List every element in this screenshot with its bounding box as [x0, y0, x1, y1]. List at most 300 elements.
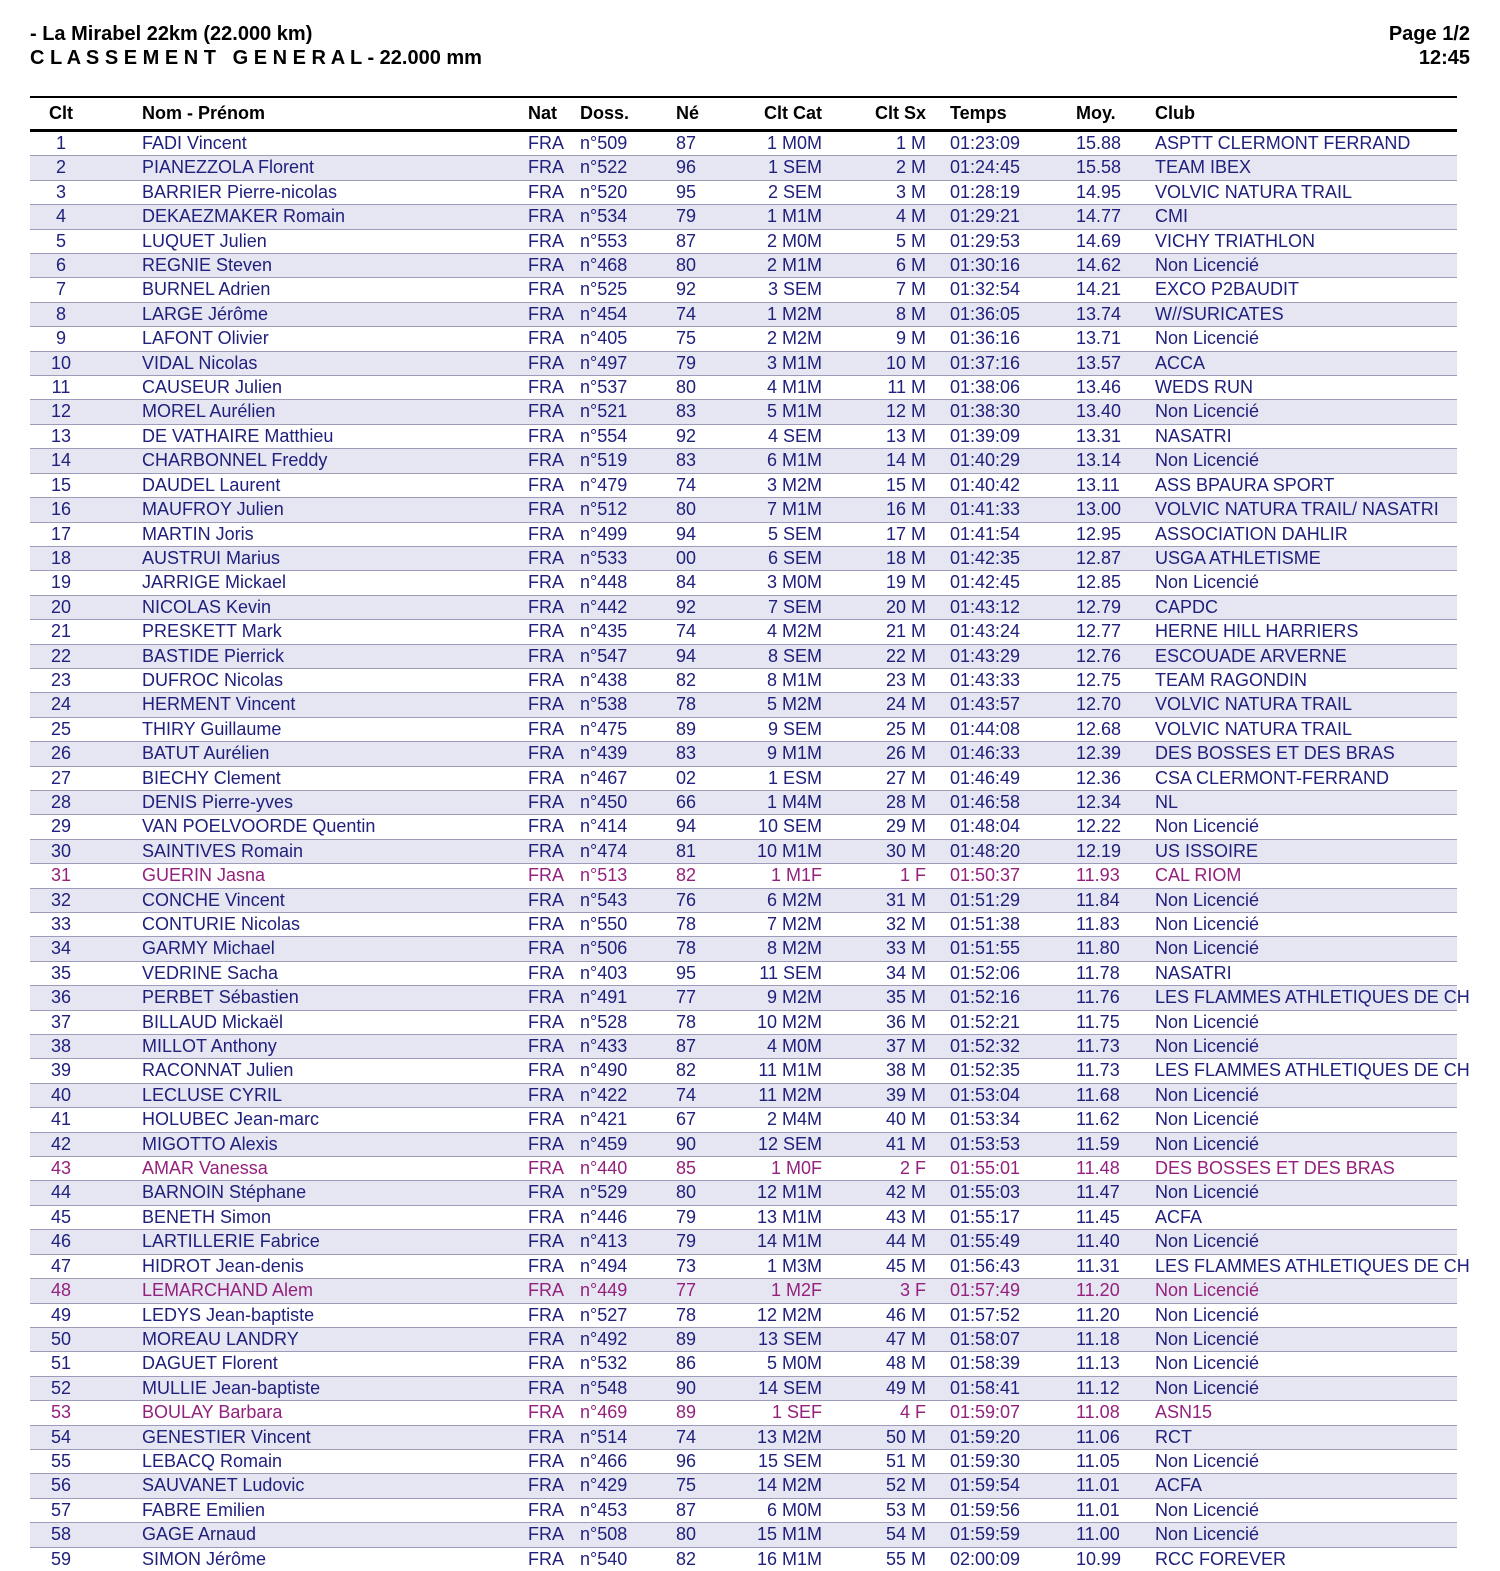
- cell-bib: n°543: [580, 889, 628, 910]
- cell-sex-rank: 37 M: [885, 1036, 926, 1057]
- table-row: [30, 254, 1457, 278]
- table-row: [30, 717, 1457, 741]
- cell-club: Non Licencié: [1155, 1499, 1260, 1520]
- cell-name: SIMON Jérôme: [142, 1548, 267, 1569]
- cell-speed: 13.57: [1076, 352, 1122, 373]
- cell-club: ESCOUADE ARVERNE: [1155, 645, 1347, 666]
- cell-rank: 18: [50, 547, 72, 568]
- cell-name: MIGOTTO Alexis: [142, 1133, 278, 1154]
- cell-club: Non Licencié: [1155, 1133, 1260, 1154]
- cell-category-rank: 6 M1M: [766, 450, 822, 471]
- cell-rank: 9: [55, 328, 66, 349]
- cell-speed: 11.84: [1076, 889, 1120, 910]
- cell-birth-year: 78: [676, 1011, 697, 1032]
- cell-bib: n°490: [580, 1060, 628, 1081]
- cell-rank: 15: [50, 474, 72, 495]
- cell-category-rank: 4 M2M: [766, 621, 822, 642]
- cell-speed: 11.47: [1076, 1182, 1120, 1203]
- cell-nationality: FRA: [528, 303, 564, 324]
- cell-club: Non Licencié: [1155, 914, 1260, 934]
- cell-rank: 24: [50, 694, 72, 715]
- cell-name: MAUFROY Julien: [142, 499, 284, 520]
- cell-club: Non Licencié: [1155, 1036, 1260, 1057]
- cell-time: 01:46:33: [950, 743, 1021, 764]
- cell-speed: 12.79: [1076, 596, 1122, 617]
- cell-nationality: FRA: [528, 767, 564, 788]
- cell-nationality: FRA: [528, 865, 564, 886]
- col-header-rank: Clt: [49, 103, 73, 123]
- cell-birth-year: 83: [676, 450, 697, 471]
- cell-speed: 11.75: [1076, 1011, 1120, 1032]
- cell-bib: n°547: [580, 645, 628, 666]
- cell-nationality: FRA: [528, 206, 564, 227]
- cell-speed: 11.12: [1076, 1377, 1120, 1398]
- table-row: [30, 1108, 1457, 1132]
- cell-name: PRESKETT Mark: [142, 621, 282, 642]
- cell-time: 01:43:12: [950, 596, 1021, 617]
- cell-rank: 50: [50, 1328, 72, 1349]
- table-row: [30, 1327, 1457, 1351]
- cell-name: HERMENT Vincent: [142, 694, 296, 715]
- cell-rank: 10: [50, 352, 72, 373]
- cell-time: 01:43:57: [950, 694, 1021, 715]
- cell-name: REGNIE Steven: [142, 255, 273, 276]
- table-row: [30, 1474, 1457, 1498]
- cell-name: HOLUBEC Jean-marc: [142, 1109, 320, 1130]
- cell-time: 01:37:16: [950, 352, 1021, 373]
- table-row: [30, 1401, 1457, 1425]
- cell-name: DAGUET Florent: [142, 1353, 278, 1374]
- cell-nationality: FRA: [528, 987, 564, 1008]
- cell-category-rank: 1 M2M: [766, 303, 822, 324]
- cell-rank: 40: [50, 1084, 72, 1105]
- cell-nationality: FRA: [528, 938, 564, 959]
- cell-birth-year: 80: [676, 377, 697, 398]
- cell-name: BOULAY Barbara: [142, 1402, 283, 1423]
- cell-speed: 11.73: [1076, 1036, 1120, 1057]
- cell-sex-rank: 13 M: [885, 425, 926, 446]
- cell-name: FABRE Emilien: [142, 1499, 266, 1520]
- cell-sex-rank: 18 M: [885, 547, 926, 568]
- cell-rank: 17: [50, 523, 72, 544]
- cell-birth-year: 74: [676, 621, 697, 642]
- cell-club: LES FLAMMES ATHLETIQUES DE CH: [1155, 1255, 1470, 1276]
- cell-nationality: FRA: [528, 1109, 564, 1130]
- table-row: [30, 278, 1457, 302]
- cell-rank: 52: [50, 1377, 72, 1398]
- cell-speed: 11.01: [1076, 1499, 1120, 1520]
- cell-category-rank: 13 SEM: [757, 1328, 822, 1349]
- cell-club: Non Licencié: [1155, 1084, 1260, 1105]
- cell-bib: n°512: [580, 499, 628, 520]
- cell-speed: 12.87: [1076, 547, 1122, 568]
- cell-nationality: FRA: [528, 133, 564, 153]
- cell-bib: n°554: [580, 425, 628, 446]
- cell-nationality: FRA: [528, 1011, 564, 1032]
- cell-bib: n°527: [580, 1304, 628, 1325]
- cell-sex-rank: 20 M: [885, 596, 926, 617]
- cell-club: RCC FOREVER: [1155, 1548, 1287, 1569]
- page-info-block: [1389, 22, 1470, 70]
- cell-sex-rank: 38 M: [885, 1060, 926, 1081]
- table-row: [30, 1059, 1457, 1083]
- cell-sex-rank: 6 M: [895, 255, 926, 276]
- table-row: [30, 376, 1457, 400]
- cell-birth-year: 83: [676, 743, 697, 764]
- cell-category-rank: 14 SEM: [757, 1377, 822, 1398]
- cell-rank: 59: [50, 1548, 72, 1569]
- cell-rank: 22: [50, 645, 72, 666]
- cell-name: AUSTRUI Marius: [142, 547, 281, 568]
- cell-birth-year: 74: [676, 474, 697, 495]
- table-row: [30, 180, 1457, 204]
- cell-sex-rank: 26 M: [885, 743, 926, 764]
- cell-rank: 34: [50, 938, 72, 959]
- cell-sex-rank: 4 M: [895, 206, 926, 227]
- cell-speed: 12.85: [1076, 572, 1122, 593]
- cell-rank: 51: [50, 1353, 72, 1374]
- cell-category-rank: 5 M2M: [766, 694, 822, 715]
- cell-club: ASSOCIATION DAHLIR: [1155, 523, 1348, 544]
- cell-club: Non Licencié: [1155, 401, 1260, 422]
- cell-time: 01:43:24: [950, 621, 1021, 642]
- cell-rank: 35: [50, 962, 72, 983]
- cell-sex-rank: 19 M: [885, 572, 926, 593]
- cell-category-rank: 14 M2M: [756, 1475, 822, 1496]
- cell-club: Non Licencié: [1155, 1182, 1260, 1203]
- cell-bib: n°466: [580, 1450, 628, 1471]
- cell-time: 01:57:49: [950, 1280, 1021, 1301]
- cell-birth-year: 80: [676, 1524, 697, 1545]
- cell-speed: 11.62: [1076, 1109, 1120, 1130]
- cell-sex-rank: 53 M: [885, 1499, 926, 1520]
- cell-time: 01:56:43: [950, 1255, 1021, 1276]
- cell-birth-year: 78: [676, 938, 697, 959]
- cell-time: 01:41:33: [950, 499, 1021, 520]
- cell-birth-year: 78: [676, 1304, 697, 1325]
- cell-sex-rank: 21 M: [885, 621, 926, 642]
- cell-nationality: FRA: [528, 572, 564, 593]
- cell-speed: 13.74: [1076, 303, 1122, 324]
- cell-name: LARGE Jérôme: [142, 303, 269, 324]
- cell-category-rank: 2 M1M: [766, 255, 822, 276]
- cell-category-rank: 7 M2M: [766, 914, 822, 934]
- cell-category-rank: 12 M2M: [756, 1304, 822, 1325]
- table-row: [30, 1157, 1457, 1181]
- table-row: [30, 864, 1457, 888]
- cell-nationality: FRA: [528, 230, 564, 251]
- cell-birth-year: 80: [676, 499, 697, 520]
- cell-category-rank: 2 M0M: [766, 230, 822, 251]
- cell-time: 01:24:45: [950, 157, 1021, 178]
- cell-category-rank: 7 M1M: [766, 499, 822, 520]
- cell-name: VAN POELVOORDE Quentin: [142, 816, 376, 837]
- cell-club: EXCO P2BAUDIT: [1155, 279, 1300, 300]
- cell-name: LEDYS Jean-baptiste: [142, 1304, 315, 1325]
- cell-sex-rank: 4 F: [899, 1402, 926, 1423]
- cell-sex-rank: 33 M: [885, 938, 926, 959]
- cell-bib: n°506: [580, 938, 628, 959]
- cell-name: BURNEL Adrien: [142, 279, 271, 300]
- cell-sex-rank: 3 M: [895, 181, 926, 202]
- cell-name: PIANEZZOLA Florent: [142, 157, 315, 178]
- cell-rank: 20: [50, 596, 72, 617]
- cell-bib: n°513: [580, 865, 628, 886]
- cell-time: 01:51:38: [950, 914, 1021, 934]
- cell-sex-rank: 9 M: [895, 328, 926, 349]
- cell-rank: 11: [51, 377, 71, 398]
- cell-birth-year: 78: [676, 694, 697, 715]
- cell-bib: n°534: [580, 206, 628, 227]
- cell-time: 01:40:29: [950, 450, 1021, 471]
- cell-bib: n°442: [580, 596, 628, 617]
- cell-category-rank: 2 SEM: [767, 181, 822, 202]
- cell-bib: n°429: [580, 1475, 628, 1496]
- cell-speed: 11.48: [1076, 1158, 1120, 1179]
- cell-name: GAGE Arnaud: [142, 1524, 257, 1545]
- cell-bib: n°413: [580, 1231, 628, 1252]
- cell-speed: 11.31: [1076, 1255, 1120, 1276]
- table-row: [30, 1376, 1457, 1400]
- cell-nationality: FRA: [528, 499, 564, 520]
- cell-rank: 42: [50, 1133, 72, 1154]
- cell-category-rank: 1 M0F: [770, 1158, 822, 1179]
- cell-speed: 12.19: [1076, 840, 1122, 861]
- cell-birth-year: 79: [676, 1206, 697, 1227]
- cell-time: 01:55:01: [950, 1158, 1021, 1179]
- table-row: [30, 1254, 1457, 1278]
- cell-speed: 12.68: [1076, 718, 1122, 739]
- cell-rank: 46: [50, 1231, 72, 1252]
- cell-club: VOLVIC NATURA TRAIL: [1155, 694, 1353, 715]
- cell-birth-year: 85: [676, 1158, 697, 1179]
- cell-time: 01:58:39: [950, 1353, 1021, 1374]
- cell-rank: 5: [55, 230, 66, 251]
- table-row: [30, 546, 1457, 570]
- cell-nationality: FRA: [528, 1255, 564, 1276]
- cell-speed: 11.45: [1076, 1206, 1120, 1227]
- cell-bib: n°448: [580, 572, 628, 593]
- cell-club: DES BOSSES ET DES BRAS: [1155, 743, 1395, 764]
- cell-category-rank: 16 M1M: [756, 1548, 822, 1569]
- cell-sex-rank: 44 M: [885, 1231, 926, 1252]
- cell-bib: n°521: [580, 401, 628, 422]
- table-row: [30, 644, 1457, 668]
- cell-speed: 12.77: [1076, 621, 1122, 642]
- cell-speed: 11.59: [1076, 1133, 1120, 1154]
- title-block: [30, 22, 482, 70]
- cell-club: TEAM IBEX: [1155, 157, 1252, 178]
- cell-nationality: FRA: [528, 474, 564, 495]
- cell-time: 01:30:16: [950, 255, 1021, 276]
- cell-speed: 11.80: [1076, 938, 1120, 959]
- cell-sex-rank: 49 M: [885, 1377, 926, 1398]
- cell-birth-year: 81: [676, 840, 697, 861]
- cell-sex-rank: 46 M: [885, 1304, 926, 1325]
- cell-sex-rank: 27 M: [885, 767, 926, 788]
- cell-club: TEAM RAGONDIN: [1155, 669, 1308, 690]
- cell-speed: 11.78: [1076, 962, 1120, 983]
- cell-sex-rank: 51 M: [885, 1450, 926, 1471]
- cell-sex-rank: 2 M: [895, 157, 926, 178]
- col-header-sex-rank: Clt Sx: [874, 103, 926, 123]
- cell-name: JARRIGE Mickael: [142, 572, 287, 593]
- cell-birth-year: 77: [676, 1280, 697, 1301]
- cell-sex-rank: 1 M: [895, 133, 926, 153]
- cell-birth-year: 80: [676, 255, 697, 276]
- cell-category-rank: 4 SEM: [767, 425, 822, 446]
- cell-category-rank: 3 M2M: [766, 474, 822, 495]
- cell-birth-year: 92: [676, 596, 697, 617]
- cell-bib: n°509: [580, 133, 628, 153]
- cell-sex-rank: 2 F: [899, 1158, 926, 1179]
- cell-speed: 12.22: [1076, 816, 1122, 837]
- cell-birth-year: 94: [676, 645, 697, 666]
- cell-sex-rank: 10 M: [885, 352, 926, 373]
- cell-category-rank: 9 M2M: [766, 987, 822, 1008]
- cell-category-rank: 1 SEM: [767, 157, 822, 178]
- cell-bib: n°492: [580, 1328, 628, 1349]
- cell-club: HERNE HILL HARRIERS: [1155, 621, 1359, 642]
- cell-time: 01:55:49: [950, 1231, 1021, 1252]
- cell-name: BARRIER Pierre-nicolas: [142, 181, 338, 202]
- cell-time: 01:59:20: [950, 1426, 1021, 1447]
- cell-club: US ISSOIRE: [1155, 840, 1259, 861]
- cell-category-rank: 1 SEF: [771, 1402, 822, 1423]
- cell-bib: n°533: [580, 547, 628, 568]
- cell-category-rank: 6 SEM: [767, 547, 822, 568]
- cell-rank: 30: [50, 840, 72, 861]
- cell-bib: n°520: [580, 181, 628, 202]
- cell-speed: 11.20: [1076, 1280, 1120, 1301]
- cell-sex-rank: 11 M: [887, 377, 926, 398]
- cell-birth-year: 96: [676, 1450, 697, 1471]
- cell-time: 01:43:29: [950, 645, 1021, 666]
- cell-speed: 12.39: [1076, 743, 1122, 764]
- cell-time: 01:58:07: [950, 1328, 1021, 1349]
- cell-birth-year: 87: [676, 1036, 697, 1057]
- cell-name: BENETH Simon: [142, 1206, 272, 1227]
- cell-club: Non Licencié: [1155, 1231, 1260, 1252]
- cell-nationality: FRA: [528, 352, 564, 373]
- cell-speed: 13.40: [1076, 401, 1122, 422]
- cell-speed: 14.69: [1076, 230, 1122, 251]
- cell-time: 01:59:56: [950, 1499, 1021, 1520]
- cell-name: MULLIE Jean-baptiste: [142, 1377, 321, 1398]
- cell-time: 01:51:29: [950, 889, 1021, 910]
- cell-bib: n°497: [580, 352, 628, 373]
- cell-name: THIRY Guillaume: [142, 718, 282, 739]
- cell-speed: 11.00: [1076, 1524, 1120, 1545]
- cell-birth-year: 79: [676, 1231, 697, 1252]
- table-row: [30, 498, 1457, 522]
- cell-club: NL: [1155, 791, 1179, 812]
- table-header-row: [30, 97, 1457, 131]
- cell-birth-year: 82: [676, 865, 697, 886]
- cell-club: Non Licencié: [1155, 1109, 1260, 1130]
- table-row: [30, 595, 1457, 619]
- cell-speed: 13.46: [1076, 377, 1122, 398]
- cell-club: Non Licencié: [1155, 938, 1260, 959]
- cell-time: 01:38:30: [950, 401, 1021, 422]
- cell-sex-rank: 17 M: [885, 523, 926, 544]
- cell-time: 02:00:09: [950, 1548, 1021, 1569]
- table-row: [30, 766, 1457, 790]
- cell-time: 01:52:35: [950, 1060, 1021, 1081]
- cell-nationality: FRA: [528, 279, 564, 300]
- table-row: [30, 1083, 1457, 1107]
- cell-bib: n°440: [580, 1158, 628, 1179]
- cell-speed: 15.88: [1076, 133, 1122, 153]
- cell-bib: n°538: [580, 694, 628, 715]
- cell-nationality: FRA: [528, 450, 564, 471]
- cell-category-rank: 1 M1M: [766, 206, 822, 227]
- cell-nationality: FRA: [528, 791, 564, 812]
- cell-time: 01:36:05: [950, 303, 1021, 324]
- table-row: [30, 790, 1457, 814]
- col-header-club: Club: [1155, 103, 1195, 123]
- cell-birth-year: 67: [676, 1109, 697, 1130]
- cell-club: Non Licencié: [1155, 1328, 1260, 1349]
- cell-name: LAFONT Olivier: [142, 328, 269, 349]
- cell-sex-rank: 36 M: [885, 1011, 926, 1032]
- table-row: [30, 1425, 1457, 1449]
- cell-time: 01:53:04: [950, 1084, 1021, 1105]
- cell-rank: 1: [55, 133, 66, 153]
- cell-rank: 36: [50, 987, 72, 1008]
- cell-rank: 19: [50, 572, 72, 593]
- cell-time: 01:52:16: [950, 987, 1021, 1008]
- cell-birth-year: 92: [676, 279, 697, 300]
- cell-sex-rank: 30 M: [885, 840, 926, 861]
- cell-category-rank: 10 M2M: [756, 1011, 822, 1032]
- cell-nationality: FRA: [528, 816, 564, 837]
- cell-sex-rank: 7 M: [895, 279, 926, 300]
- cell-bib: n°494: [580, 1255, 628, 1276]
- cell-club: WEDS RUN: [1155, 377, 1253, 398]
- cell-bib: n°435: [580, 621, 628, 642]
- cell-club: NASATRI: [1155, 425, 1232, 446]
- cell-name: GENESTIER Vincent: [142, 1426, 311, 1447]
- cell-name: BATUT Aurélien: [142, 743, 270, 764]
- cell-category-rank: 4 M0M: [766, 1036, 822, 1057]
- cell-birth-year: 89: [676, 1402, 697, 1423]
- cell-rank: 28: [50, 791, 72, 812]
- cell-birth-year: 79: [676, 352, 697, 373]
- cell-time: 01:28:19: [950, 181, 1021, 202]
- cell-nationality: FRA: [528, 425, 564, 446]
- table-row: [30, 815, 1457, 839]
- cell-name: CONTURIE Nicolas: [142, 914, 301, 934]
- cell-time: 01:52:32: [950, 1036, 1021, 1057]
- table-row: [30, 1132, 1457, 1156]
- cell-sex-rank: 25 M: [885, 718, 926, 739]
- table-row: [30, 888, 1457, 912]
- cell-category-rank: 1 ESM: [767, 767, 822, 788]
- cell-bib: n°475: [580, 718, 628, 739]
- cell-birth-year: 87: [676, 1499, 697, 1520]
- cell-sex-rank: 5 M: [895, 230, 926, 251]
- cell-rank: 54: [50, 1426, 72, 1447]
- cell-rank: 53: [50, 1402, 72, 1423]
- cell-rank: 4: [55, 206, 66, 227]
- cell-birth-year: 76: [676, 889, 697, 910]
- cell-rank: 39: [50, 1060, 72, 1081]
- cell-birth-year: 90: [676, 1377, 697, 1398]
- cell-name: CAUSEUR Julien: [142, 377, 283, 398]
- cell-rank: 2: [55, 157, 66, 178]
- cell-bib: n°438: [580, 669, 628, 690]
